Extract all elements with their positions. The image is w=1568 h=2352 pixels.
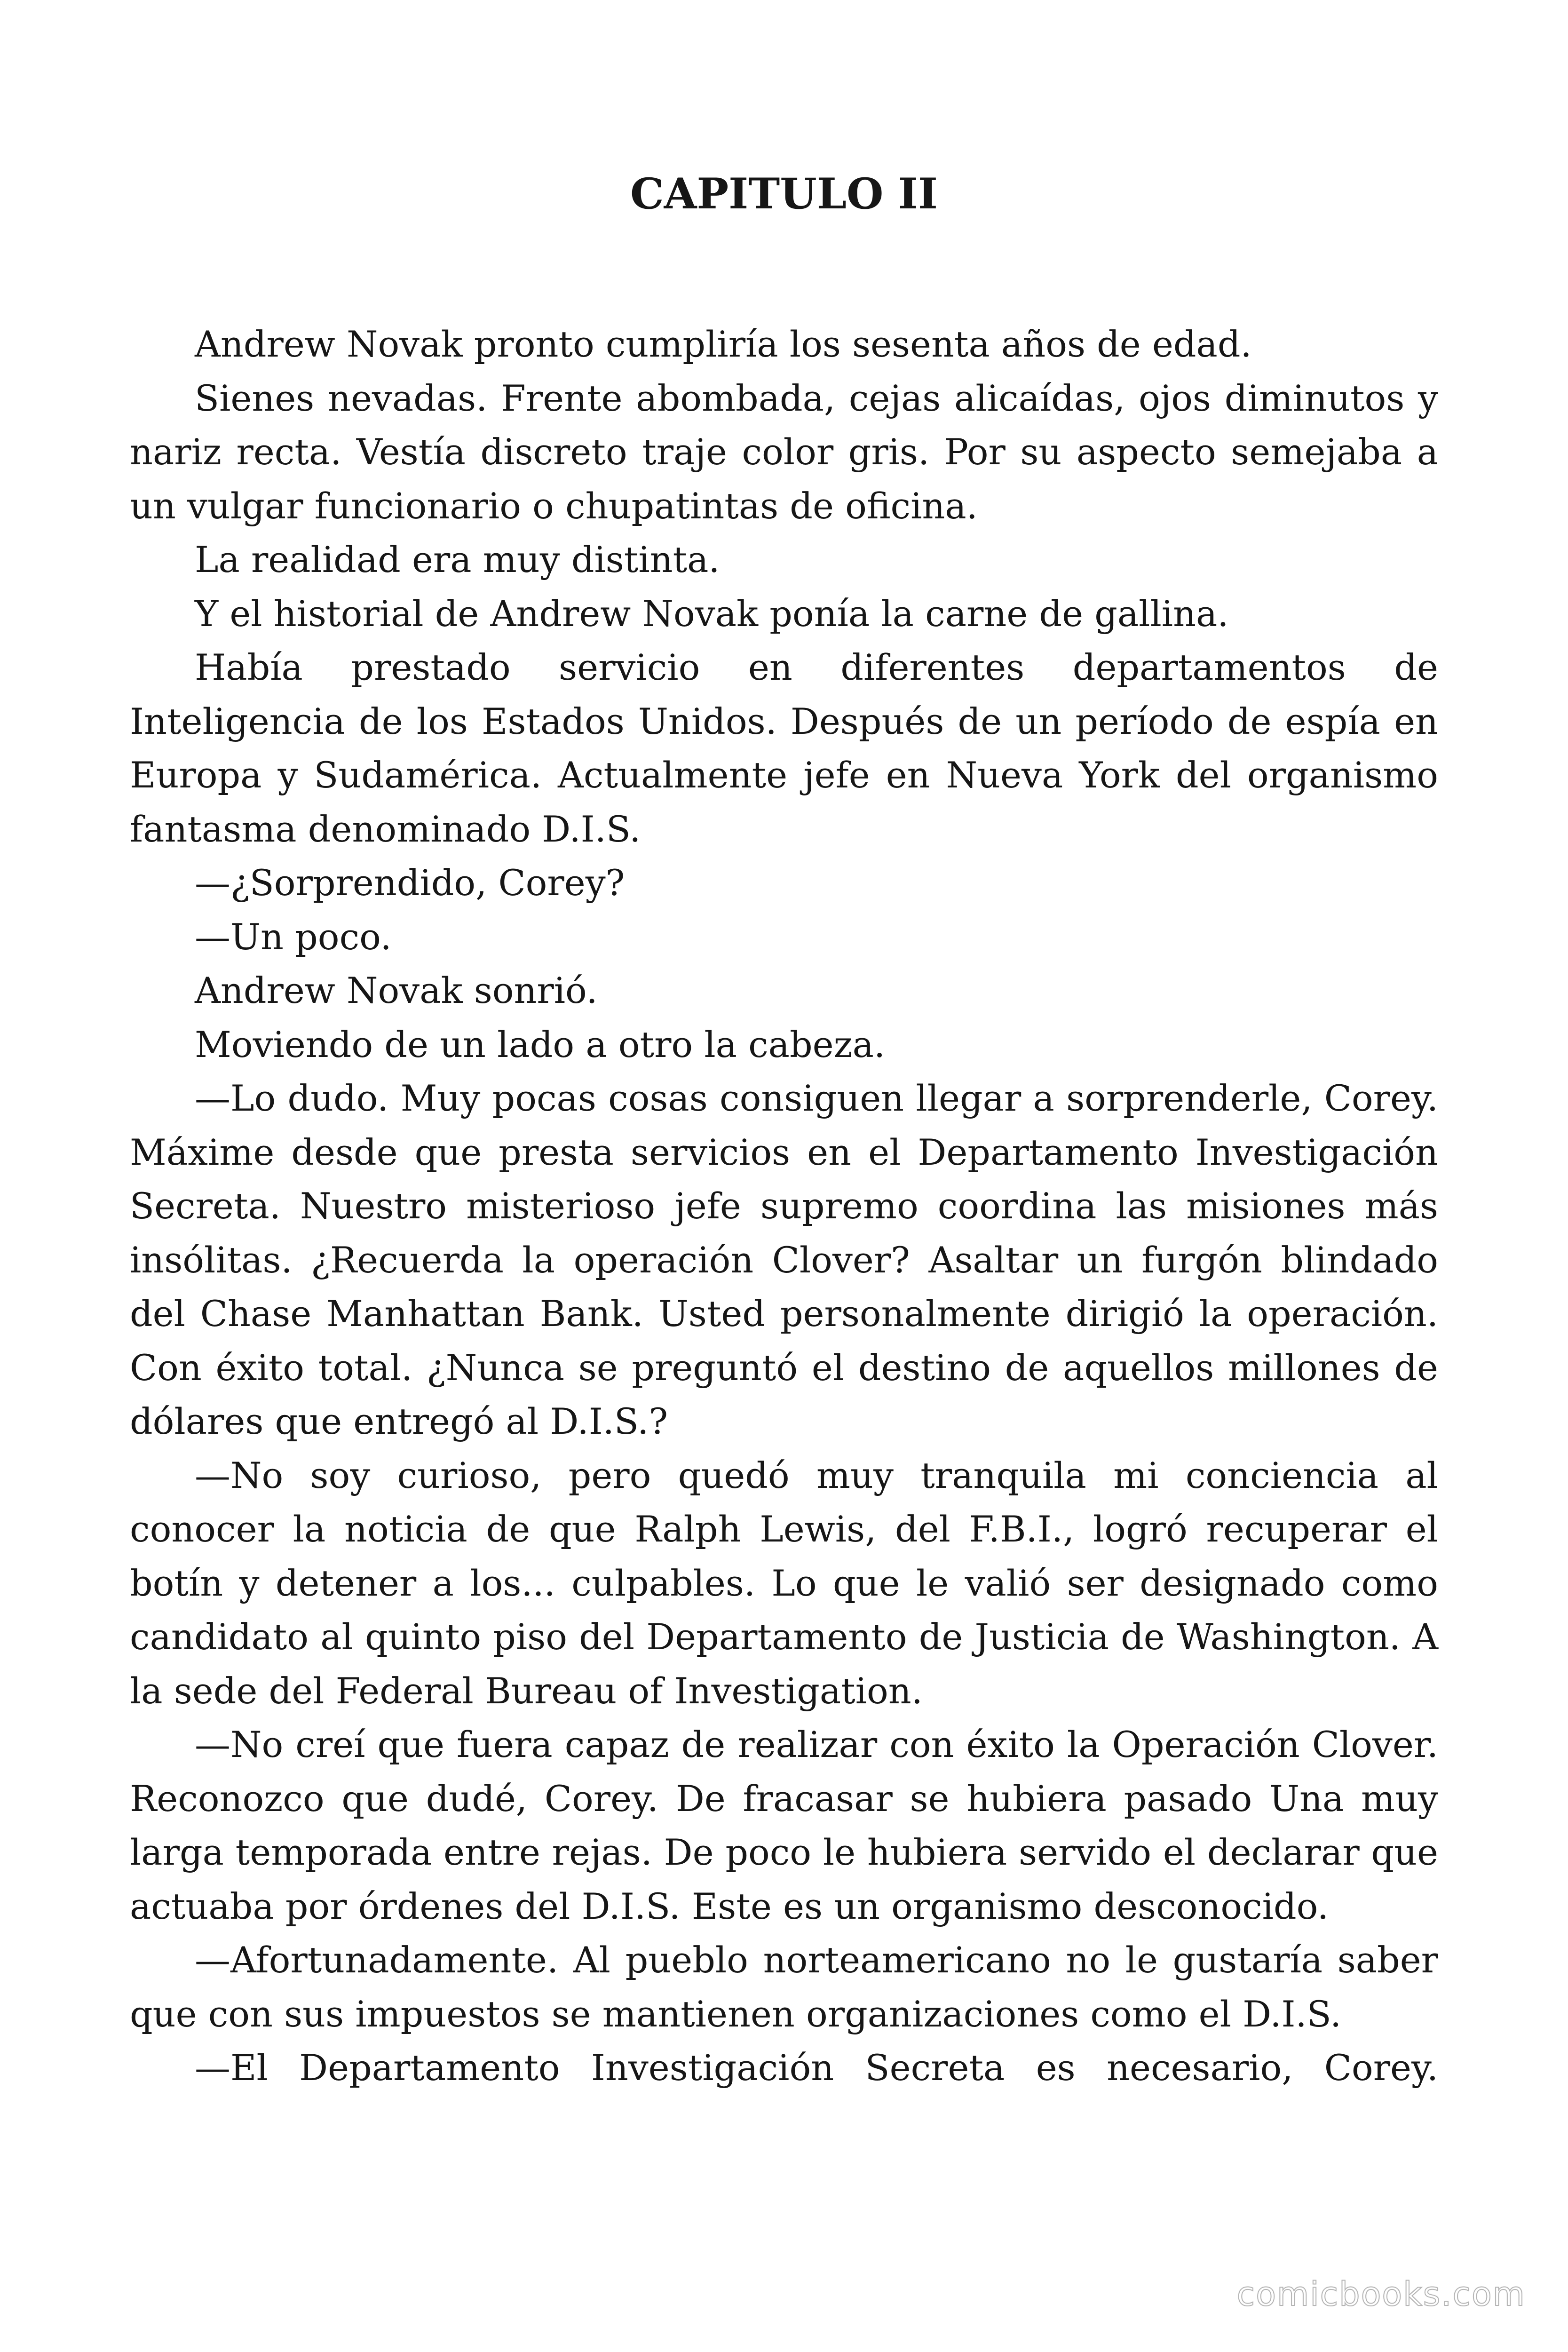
paragraph: —Afortunadamente. Al pueblo norteamericano no le gustaría saber que con sus impuestos se mantienen organizaciones como el D.I.S. bbox=[130, 1939, 1438, 2035]
watermark: comicbooks.com bbox=[1236, 2275, 1526, 2313]
paragraph: —¿Sorprendido, Corey? bbox=[195, 862, 625, 904]
paragraph: Y el historial de Andrew Novak ponía la carne de gallina. bbox=[195, 592, 1229, 635]
paragraph: —No creí que fuera capaz de realizar con éxito la Operación Clover. Reconozco que dudé, Corey. De fracasar se hubiera pasado Una muy larga temporada entre rejas. De poco le hubiera servido el declarar que actuaba por órdenes del D.I.S. Este es un organismo desconocido. bbox=[130, 1724, 1438, 1927]
chapter-title: CAPITULO II bbox=[630, 169, 938, 219]
chapter-body bbox=[130, 318, 1438, 2095]
paragraph: Moviendo de un lado a otro la cabeza. bbox=[195, 1023, 886, 1065]
paragraph: Había prestado servicio en diferentes departamentos de Inteligencia de los Estados Unidos. Después de un período de espía en Europa y Sudamérica. Actualmente jefe en Nueva York del organismo fantasma denominado D.I.S. bbox=[130, 646, 1438, 850]
paragraph: —Un poco. bbox=[195, 915, 392, 958]
paragraph: Andrew Novak sonrió. bbox=[195, 969, 598, 1011]
paragraph: Sienes nevadas. Frente abombada, cejas alicaídas, ojos diminutos y nariz recta. Vestía discreto traje color gris. Por su aspecto semejaba a un vulgar funcionario o chupatintas de oficina. bbox=[130, 377, 1438, 527]
paragraph: Andrew Novak pronto cumpliría los sesenta años de edad. bbox=[195, 323, 1252, 365]
paragraph: La realidad era muy distinta. bbox=[195, 539, 720, 580]
paragraph: —No soy curioso, pero quedó muy tranquila mi conciencia al conocer la noticia de que Ralph Lewis, del F.B.I., logró recuperar el botín y detener a los... culpables. Lo que le valió ser designado como candidato al quinto piso del Departamento de Justicia de Washington. A la sede del Federal Bureau of Investigation. bbox=[130, 1454, 1438, 1712]
book-page bbox=[130, 0, 1438, 2352]
paragraph: —El Departamento Investigación Secreta es necesario, Corey. bbox=[195, 2047, 1438, 2089]
paragraph: —Lo dudo. Muy pocas cosas consiguen llegar a sorprenderle, Corey. Máxime desde que presta servicios en el Departamento Investigación Secreta. Nuestro misterioso jefe supremo coordina las misiones más insólitas. ¿Recuerda la operación Clover? Asaltar un furgón blindado del Chase Manhattan Bank. Usted personalmente dirigió la operación. Con éxito total. ¿Nunca se preguntó el destino de aquellos millones de dólares que entregó al D.I.S.? bbox=[130, 1077, 1438, 1442]
